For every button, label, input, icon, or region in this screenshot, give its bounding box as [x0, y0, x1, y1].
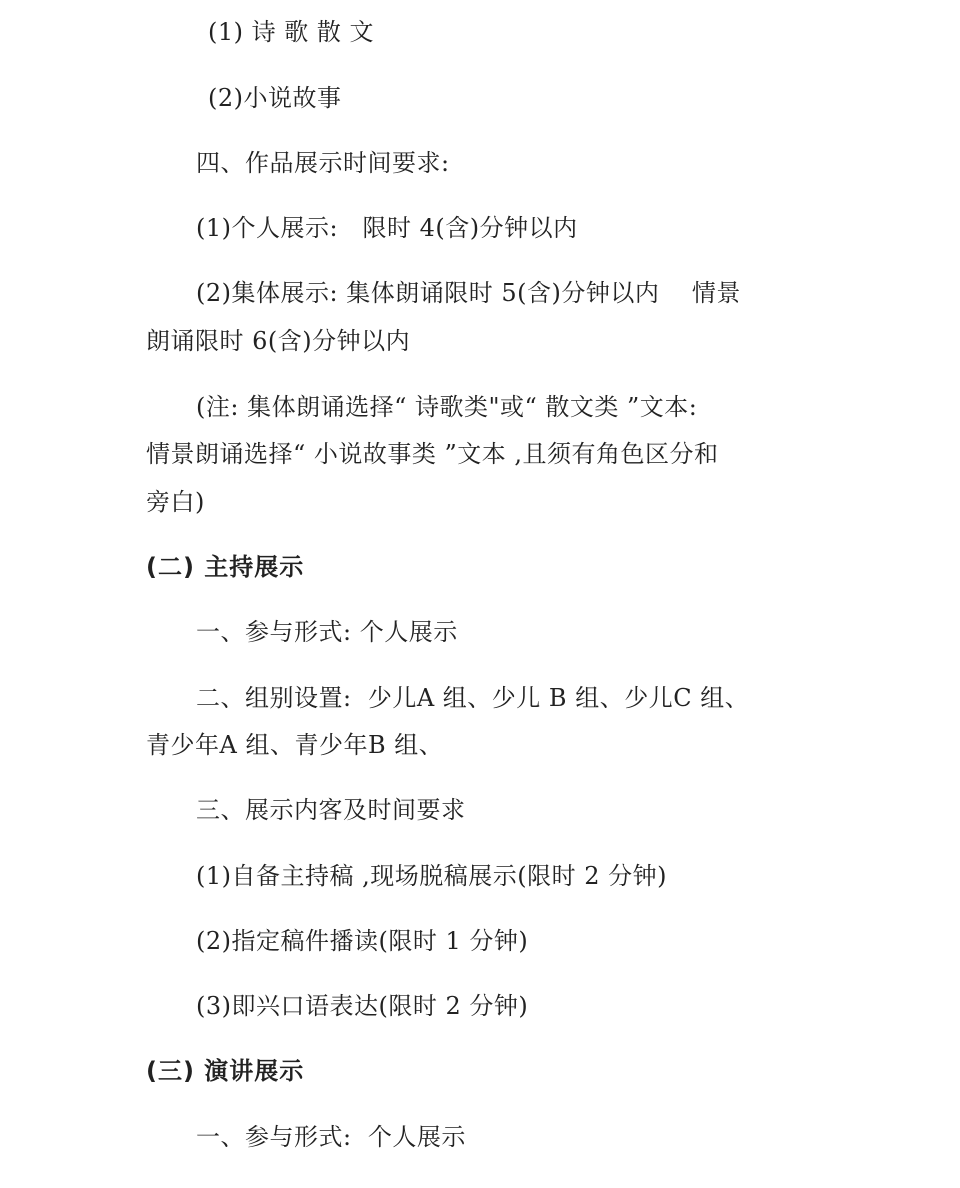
text-line-novel-story: (2)小说故事 [208, 84, 342, 112]
text-line-group-settings-cont: 青少年A 组、青少年B 组、 [146, 731, 444, 759]
text-line-self-prepared-script: (1)自备主持稿 ,现场脱稿展示(限时 2 分钟) [196, 862, 668, 890]
text-line-note-cont: 情景朗诵选择“ 小说故事类 ”文本 ,且须有角色区分和 [146, 440, 719, 468]
text-line-impromptu-speech: (3)即兴口语表达(限时 2 分钟) [196, 992, 529, 1020]
section-heading-hosting: (二) 主持展示 [146, 553, 305, 581]
section-heading-speech: (三) 演讲展示 [146, 1057, 305, 1085]
text-line-group-display: (2)集体展示: 集体朗诵限时 5(含)分钟以内 情景 [196, 279, 741, 307]
text-line-group-settings: 二、组别设置: 少儿A 组、少儿 B 组、少儿C 组、 [196, 684, 750, 712]
text-line-note: (注: 集体朗诵选择“ 诗歌类"或“ 散文类 ”文本: [196, 393, 698, 421]
text-line-content-time: 三、展示内客及时间要求 [196, 796, 466, 824]
text-line-individual-display: (1)个人展示: 限时 4(含)分钟以内 [196, 214, 578, 242]
text-line-participation-form: 一、参与形式: 个人展示 [196, 618, 458, 646]
text-line-designated-reading: (2)指定稿件播读(限时 1 分钟) [196, 927, 529, 955]
text-line-group-display-cont: 朗诵限时 6(含)分钟以内 [146, 327, 411, 355]
text-line-poetry-prose: (1) 诗 歌 散 文 [208, 18, 375, 46]
text-line-speech-participation: 一、参与形式: 个人展示 [196, 1123, 466, 1151]
text-line-time-requirements: 四、作品展示时间要求: [196, 149, 450, 177]
text-line-note-end: 旁白) [146, 488, 205, 516]
